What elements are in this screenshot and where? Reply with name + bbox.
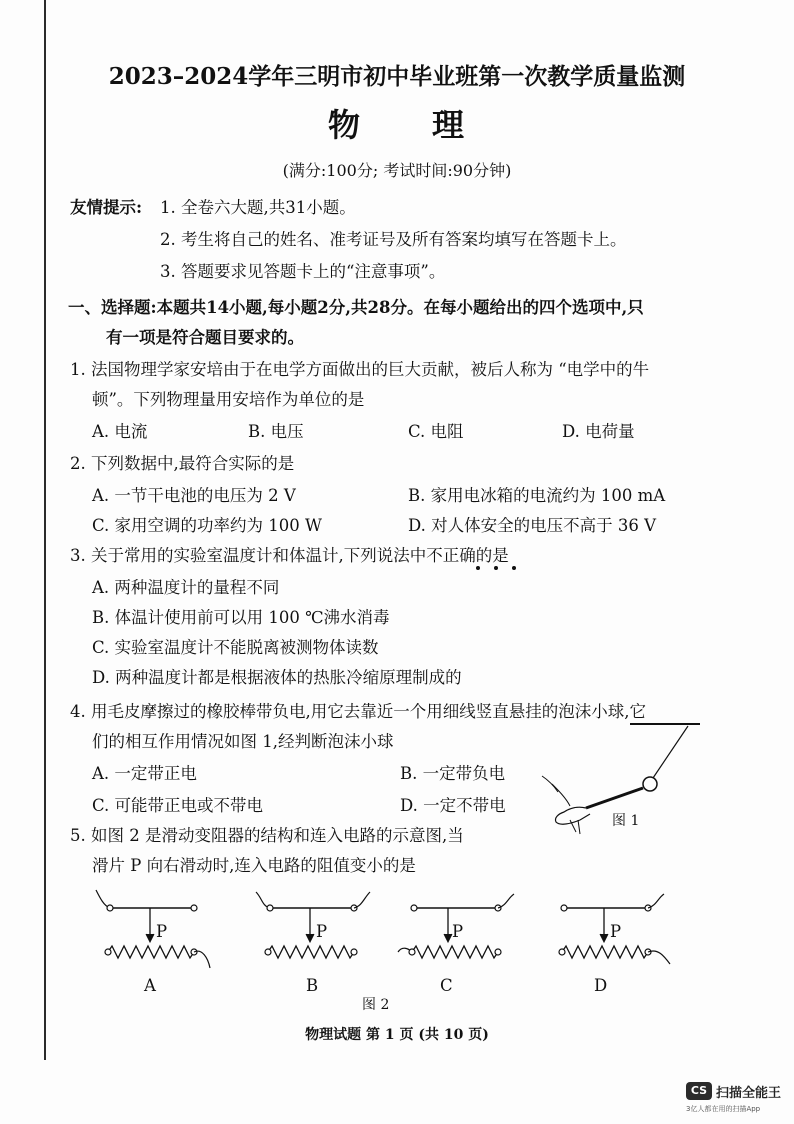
q3-option-b: B. 体温计使用前可以用 100 ℃沸水消毒 xyxy=(92,608,390,627)
section1-heading-line2: 有一项是符合题目要求的。 xyxy=(106,328,304,347)
emphasis-dot xyxy=(494,566,498,570)
exam-title: 2023–2024学年三明市初中毕业班第一次教学质量监测 xyxy=(108,63,686,90)
slider-label-p: P xyxy=(156,922,168,941)
tip-2: 2. 考生将自己的姓名、准考证号及所有答案均填写在答题卡上。 xyxy=(160,230,627,249)
q2-option-d: D. 对人体安全的电压不高于 36 V xyxy=(408,516,657,535)
q2-option-b: B. 家用电冰箱的电流约为 100 mA xyxy=(408,486,666,505)
scanner-logo-badge: CS xyxy=(686,1082,712,1100)
tips-label: 友情提示: xyxy=(70,198,143,217)
q4-option-b: B. 一定带负电 xyxy=(400,764,506,783)
q4-option-d: D. 一定不带电 xyxy=(400,796,506,815)
rheostat-option-b: B xyxy=(306,976,319,995)
tip-1: 1. 全卷六大题,共31小题。 xyxy=(160,198,356,217)
q2-option-c: C. 家用空调的功率约为 100 W xyxy=(92,516,322,535)
score-info: (满分:100分; 考试时间:90分钟) xyxy=(282,161,512,180)
q1-option-c: C. 电阻 xyxy=(408,422,464,441)
q2-option-a: A. 一节干电池的电压为 2 V xyxy=(92,486,296,505)
emphasis-dot xyxy=(512,566,516,570)
slider-label-p: P xyxy=(316,922,328,941)
q3-option-c: C. 实验室温度计不能脱离被测物体读数 xyxy=(92,638,379,657)
figure-2-caption: 图 2 xyxy=(362,997,390,1013)
subject-char-1: 物 xyxy=(327,106,362,144)
q1-option-a: A. 电流 xyxy=(92,422,148,441)
section1-heading-line1: 一、选择题:本题共14小题,每小题2分,共28分。在每小题给出的四个选项中,只 xyxy=(68,298,644,317)
emphasis-dot xyxy=(476,566,480,570)
q5-stem-line1: 5. 如图 2 是滑动变阻器的结构和连入电路的示意图,当 xyxy=(70,826,464,845)
rheostat-option-c: C xyxy=(440,976,453,995)
tip-3: 3. 答题要求见答题卡上的“注意事项”。 xyxy=(160,262,446,281)
q1-option-b: B. 电压 xyxy=(248,422,304,441)
q4-stem-line1: 4. 用毛皮摩擦过的橡胶棒带负电,用它去靠近一个用细线竖直悬挂的泡沫小球,它 xyxy=(70,702,646,721)
slider-label-p: P xyxy=(452,922,464,941)
scanner-brand-name: 扫描全能王 xyxy=(716,1086,782,1101)
q5-stem-line2: 滑片 P 向右滑动时,连入电路的阻值变小的是 xyxy=(92,856,416,875)
figure-1-caption: 图 1 xyxy=(612,813,640,829)
q3-option-a: A. 两种温度计的量程不同 xyxy=(92,578,280,597)
q1-stem-line1: 1. 法国物理学家安培由于在电学方面做出的巨大贡献，被后人称为 “电学中的牛 xyxy=(70,360,650,379)
rheostat-option-d: D xyxy=(594,976,608,995)
subject-char-2: 理 xyxy=(432,106,467,144)
q1-stem-line2: 顿”。下列物理量用安培作为单位的是 xyxy=(92,390,365,409)
page-footer: 物理试题 第 1 页 (共 10 页) xyxy=(305,1027,489,1043)
q1-option-d: D. 电荷量 xyxy=(562,422,635,441)
q2-stem: 2. 下列数据中,最符合实际的是 xyxy=(70,454,295,473)
scanner-brand-tagline: 3亿人都在用的扫描App xyxy=(686,1105,761,1113)
q3-option-d: D. 两种温度计都是根据液体的热胀冷缩原理制成的 xyxy=(92,668,462,687)
q4-option-a: A. 一定带正电 xyxy=(92,764,197,783)
q4-stem-line2: 们的相互作用情况如图 1,经判断泡沫小球 xyxy=(92,732,394,751)
slider-label-p: P xyxy=(610,922,622,941)
q4-option-c: C. 可能带正电或不带电 xyxy=(92,796,264,815)
q3-stem: 3. 关于常用的实验室温度计和体温计,下列说法中不正确的是 xyxy=(70,546,509,565)
rheostat-option-a: A xyxy=(144,976,156,995)
subject-title xyxy=(0,100,794,146)
